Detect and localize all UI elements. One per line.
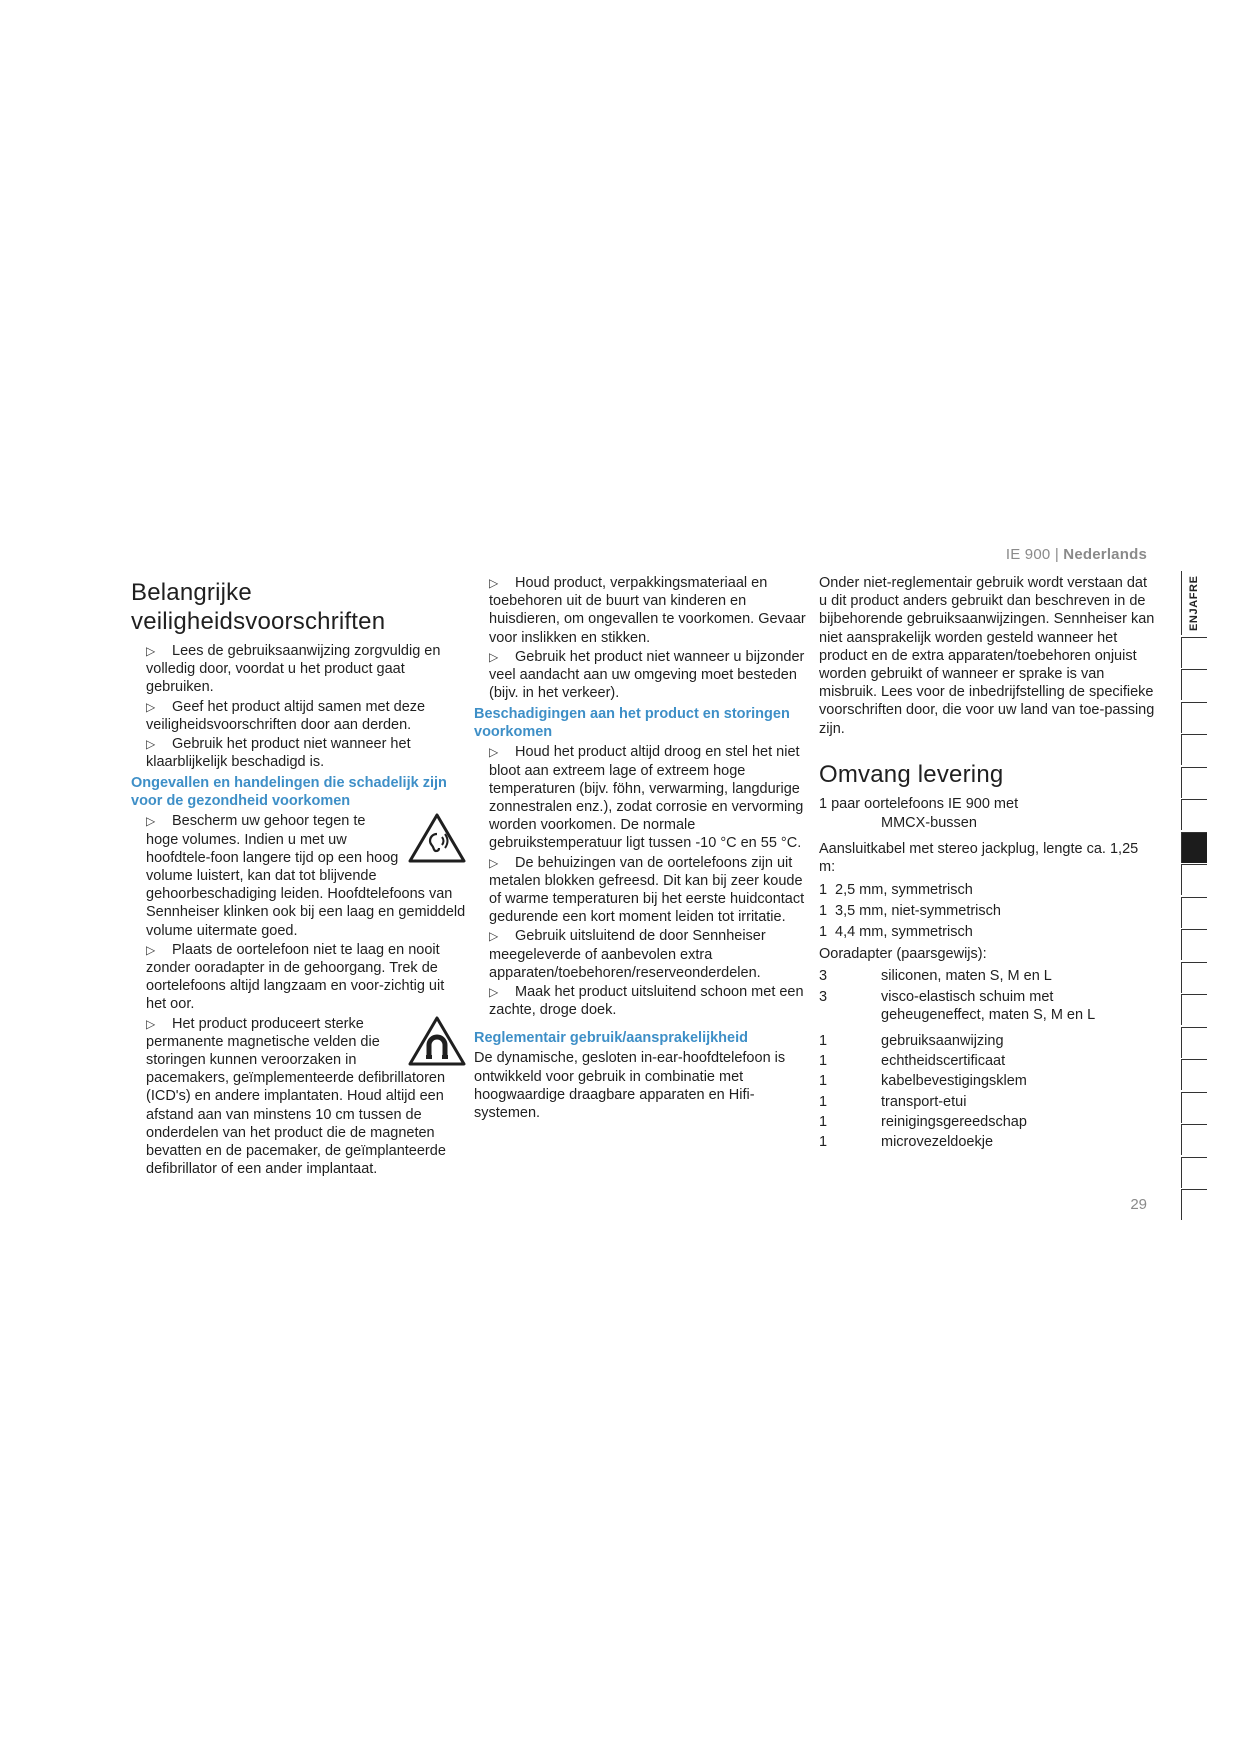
delivery-line1: 1 paar oortelefoons IE 900 met	[819, 795, 1019, 812]
list-item: 1 microvezeldoekje	[819, 1134, 994, 1151]
triangle-bullet-icon: ▷	[489, 929, 499, 944]
side-tab	[1181, 669, 1207, 700]
triangle-bullet-icon: ▷	[489, 649, 499, 664]
bullet-item: ▷ Geef het product altijd samen met deze veiligheidsvoorschriften door aan derden.	[146, 698, 426, 733]
section-accidents-title: Ongevallen en handelingen die schadelijk zijn voor de gezondheid voorkomen	[131, 775, 447, 810]
use-text: De dynamische, gesloten in-ear-hoofdtelefoon is ontwikkeld voor gebruik in combinatie met hoogwaardige draagbare apparaten en Hifi-systemen.	[474, 1050, 786, 1122]
triangle-bullet-icon: ▷	[146, 814, 156, 829]
triangle-bullet-icon: ▷	[146, 1016, 156, 1031]
section-damage-title: Beschadigingen aan het product en storingen voorkomen	[474, 706, 790, 741]
bullet-item-magnet: ▷ Het product produceert sterke permanente magnetische velden die storingen kunnen veroorzaken in pacemakers, geïmplementeerde defibrillatoren (ICD's) en andere implantaten. Houd altijd een afstand aan van minstens 10 cm tussen de onderdelen van het product die de magneten bevatten en de pacemaker, de geïmplanteerde defibrillator of een ander implantaat.	[131, 1015, 467, 1179]
side-tab	[1181, 1059, 1207, 1090]
triangle-bullet-icon: ▷	[489, 855, 499, 870]
list-item: 1 reinigingsgereedschap	[819, 1113, 1027, 1130]
adapter-heading: Ooradapter (paarsgewijs):	[819, 946, 987, 963]
bullet-item: ▷ Gebruik uitsluitend de door Sennheiser meegeleverde of aanbevolen extra apparaten/toebehoren/reserveonderdelen.	[489, 928, 766, 981]
side-tab	[1181, 637, 1207, 668]
bullet-item: ▷ Gebruik het product niet wanneer u bijzonder veel aandacht aan uw omgeving moet besteden (bijv. in het verkeer).	[489, 648, 805, 702]
list-item: 3 visco-elastisch schuim met geheugeneffect, maten S, M en L	[819, 988, 1096, 1023]
delivery-line2: MMCX-bussen	[881, 815, 977, 832]
column-safety	[131, 574, 467, 1179]
bullet-item: ▷ Gebruik het product niet wanneer het klaarblijkelijk beschadigd is.	[146, 736, 411, 771]
side-tab	[1181, 994, 1207, 1025]
triangle-bullet-icon: ▷	[489, 985, 499, 1000]
side-tab	[1181, 702, 1207, 733]
side-tab-label: ENJAFRE	[1188, 575, 1200, 631]
side-tabs	[1181, 571, 1207, 1222]
column-prevention	[474, 574, 810, 1123]
header-language: Nederlands	[1063, 546, 1147, 563]
triangle-bullet-icon: ▷	[489, 745, 499, 760]
side-tab	[1181, 897, 1207, 928]
side-tab	[1181, 767, 1207, 798]
list-item: 3 siliconen, maten S, M en L	[819, 968, 1052, 985]
list-item: 1 gebruiksaanwijzing	[819, 1033, 1004, 1050]
side-tab	[1181, 832, 1207, 863]
triangle-bullet-icon: ▷	[489, 576, 499, 590]
side-tab	[1181, 799, 1207, 830]
side-tab	[1181, 929, 1207, 960]
side-tab	[1181, 1124, 1207, 1155]
magnet-warning-icon	[407, 1015, 467, 1067]
column-delivery	[819, 574, 1155, 1153]
list-item: 1 3,5 mm, niet-symmetrisch	[819, 902, 1001, 919]
page-header	[1006, 546, 1147, 563]
list-item: 1 echtheidscertificaat	[819, 1053, 1006, 1070]
bullet-item: ▷ Maak het product uitsluitend schoon met een zachte, droge doek.	[489, 984, 804, 1019]
triangle-bullet-icon: ▷	[146, 942, 156, 957]
misuse-text: Onder niet-reglementair gebruik wordt verstaan dat u dit product anders gebruikt dan beschreven in de bijbehorende gebruiksaanwijzingen. Sennheiser kan niet aansprakelijk worden gesteld wanneer het product en de extra apparaten/toebehoren onjuist worden gebruikt of wanneer er sprake is van misbruik. Lees voor de inbedrijfstelling de specifieke voorschriften door, die voor uw land van toe-passing zijn.	[819, 575, 1155, 737]
safety-title-line1: Belangrijke	[131, 579, 252, 606]
side-tab	[1181, 1157, 1207, 1188]
page-number: 29	[1130, 1196, 1147, 1213]
cable-heading: Aansluitkabel met stereo jackplug, lengte ca. 1,25 m:	[819, 841, 1139, 876]
list-item: 1 4,4 mm, symmetrisch	[819, 924, 973, 941]
triangle-bullet-icon: ▷	[146, 737, 156, 752]
bullet-item-adapter: ▷ Plaats de oortelefoon niet te laag en nooit zonder ooradapter in de gehoorgang. Trek de oortelefoons altijd langzaam en voor-zichtig uit het oor.	[146, 941, 445, 1013]
side-tab	[1181, 962, 1207, 993]
header-separator: |	[1054, 546, 1059, 563]
bullet-item: ▷ De behuizingen van de oortelefoons zijn uit metalen blokken gefreesd. Dit kan bij zeer koude of warme temperaturen bij het eerste huidcontact gedurende een kort moment leiden tot irritatie.	[489, 854, 805, 926]
side-tab	[1181, 1092, 1207, 1123]
side-tab	[1181, 734, 1207, 765]
triangle-bullet-icon: ▷	[146, 644, 156, 658]
section-use-title: Reglementair gebruik/aansprakelijkheid	[474, 1030, 748, 1047]
side-tab	[1181, 864, 1207, 895]
header-product: IE 900	[1005, 546, 1051, 563]
list-item: 1 2,5 mm, symmetrisch	[819, 881, 973, 898]
side-tab	[1181, 1189, 1207, 1220]
safety-title	[131, 578, 467, 636]
bullet-item: ▷ Lees de gebruiksaanwijzing zorgvuldig en volledig door, voordat u het product gaat gebruiken.	[146, 643, 441, 696]
list-item: 1 kabelbevestigingsklem	[819, 1073, 1027, 1090]
bullet-item: ▷ Houd het product altijd droog en stel het niet bloot aan extreem lage of extreem hoge temperaturen (bijv. föhn, verwarming, langdurige zonnestralen enz.), zodat corrosie en vervorming worden voorkomen. De normale gebruikstemperatuur ligt tussen -10 °C en 55 °C.	[489, 744, 804, 852]
side-tab-language	[1181, 571, 1207, 635]
bullet-item-hearing: ▷ Bescherm uw gehoor tegen te hoge volumes. Indien u met uw hoofdtele-foon langere tijd op een hoog volume luistert, kan dat tot blijvende gehoorbeschadiging leiden. Hoofdtelefoons van Sennheiser klinken ook bij een laag en gemiddeld volume uitermate goed.	[146, 813, 466, 939]
triangle-bullet-icon: ▷	[146, 699, 156, 714]
cable-list	[819, 881, 1155, 942]
safety-title-line2: veiligheidsvoorschriften	[131, 608, 386, 635]
bullet-item: ▷ Houd product, verpakkingsmateriaal en toebehoren uit de buurt van kinderen en huisdieren, om ongevallen te voorkomen. Gevaar voor inslikken en stikken.	[489, 575, 806, 646]
side-tab	[1181, 1027, 1207, 1058]
hearing-warning-icon	[407, 812, 467, 864]
list-item: 1 transport-etui	[819, 1093, 967, 1110]
delivery-title: Omvang levering	[819, 760, 1004, 788]
